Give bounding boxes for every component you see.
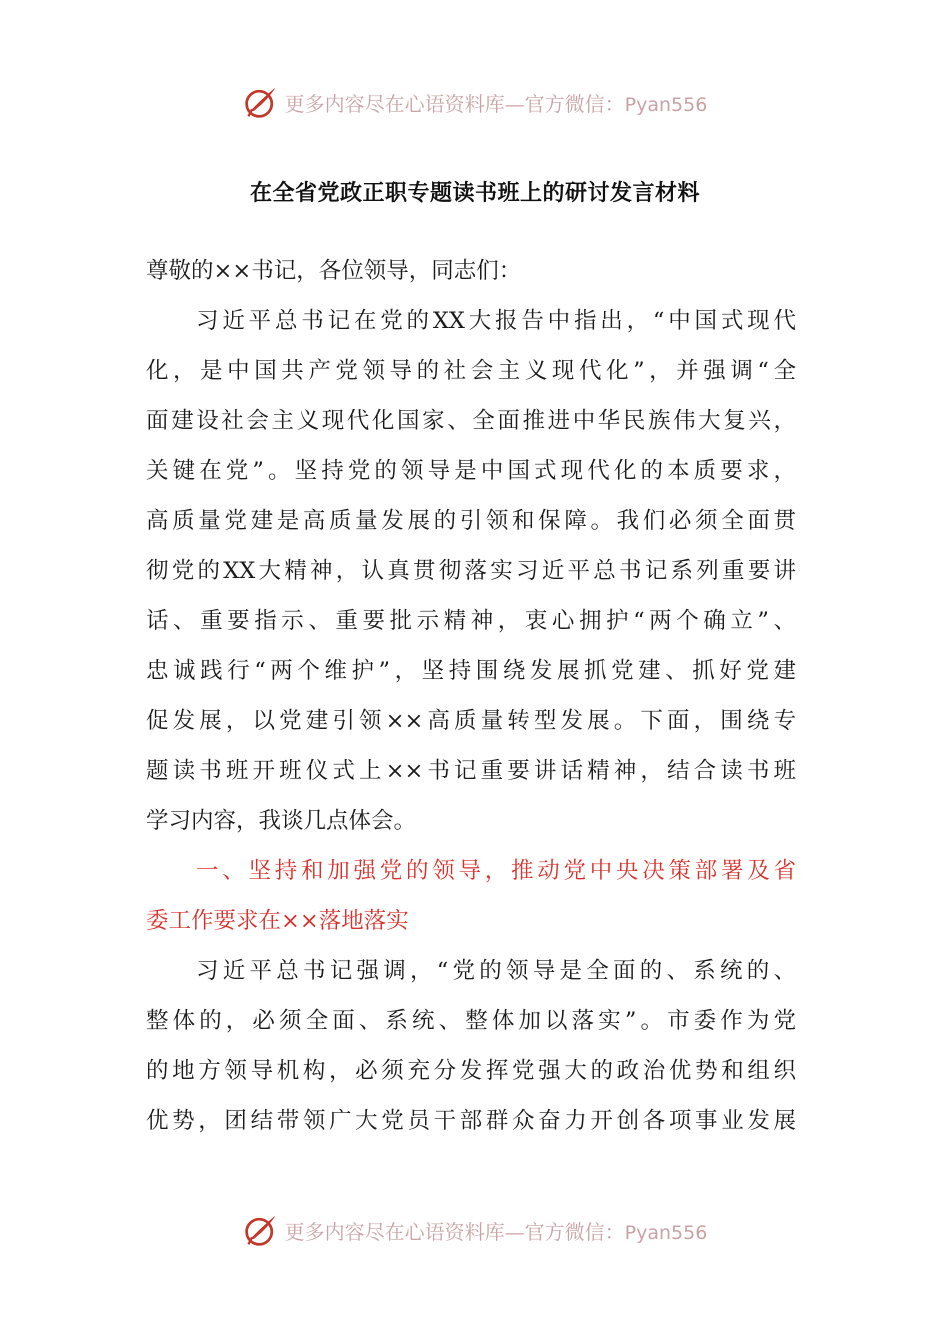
document-body <box>146 246 796 1146</box>
paragraph-line: 学习内容，我谈几点体会。 <box>146 808 417 834</box>
paragraph-line: 题读书班开班仪式上××书记重要讲话精神，结合读书班 <box>146 758 796 784</box>
watermark-wechat-id: Pyan556 <box>624 93 708 116</box>
watermark-main: 更多内容尽在心语资料库 <box>284 91 505 116</box>
watermark-official: 官方微信： <box>524 91 625 116</box>
paragraph-line: 彻党的XX大精神，认真贯彻落实习近平总书记系列重要讲 <box>146 558 796 584</box>
quill-logo-icon <box>243 84 279 120</box>
quill-logo-icon <box>243 1212 279 1248</box>
watermark-text <box>285 88 708 117</box>
watermark-main: 更多内容尽在心语资料库 <box>284 1219 505 1244</box>
paragraph-line: 关键在党”。坚持党的领导是中国式现代化的本质要求， <box>146 458 796 484</box>
document-title: 在全省党政正职专题读书班上的研讨发言材料 <box>249 180 700 206</box>
paragraph-line: 习近平总书记强调，“党的领导是全面的、系统的、 <box>196 958 796 984</box>
paragraph-line: 优势，团结带领广大党员干部群众奋力开创各项事业发展 <box>146 1108 796 1134</box>
paragraph-line: 面建设社会主义现代化国家、全面推进中华民族伟大复兴， <box>146 408 796 434</box>
paragraph-line: 习近平总书记在党的XX大报告中指出，“中国式现代 <box>196 308 796 334</box>
paragraph-line: 的地方领导机构，必须充分发挥党强大的政治优势和组织 <box>146 1058 796 1084</box>
watermark-dash: — <box>504 91 525 116</box>
paragraph-line: 忠诚践行“两个维护”，坚持围绕发展抓党建、抓好党建 <box>146 658 796 684</box>
greeting-line: 尊敬的××书记，各位领导，同志们： <box>146 258 522 284</box>
paragraph-line: 话、重要指示、重要批示精神，衷心拥护“两个确立”、 <box>146 608 796 634</box>
paragraph-line: 促发展，以党建引领××高质量转型发展。下面，围绕专 <box>146 708 796 734</box>
watermark-dash: — <box>504 1219 525 1244</box>
paragraph-line: 化，是中国共产党领导的社会主义现代化”，并强调“全 <box>146 358 796 384</box>
section-heading-line: 委工作要求在××落地落实 <box>146 908 409 934</box>
watermark-banner-top <box>0 80 950 124</box>
watermark-text <box>285 1216 708 1245</box>
watermark-official: 官方微信： <box>524 1219 625 1244</box>
watermark-wechat-id: Pyan556 <box>624 1221 708 1244</box>
paragraph-line: 高质量党建是高质量发展的引领和保障。我们必须全面贯 <box>146 508 796 534</box>
watermark-banner-bottom <box>0 1208 950 1252</box>
paragraph-line: 整体的，必须全面、系统、整体加以落实”。市委作为党 <box>146 1008 796 1034</box>
section-heading-line: 一、坚持和加强党的领导，推动党中央决策部署及省 <box>196 858 796 884</box>
